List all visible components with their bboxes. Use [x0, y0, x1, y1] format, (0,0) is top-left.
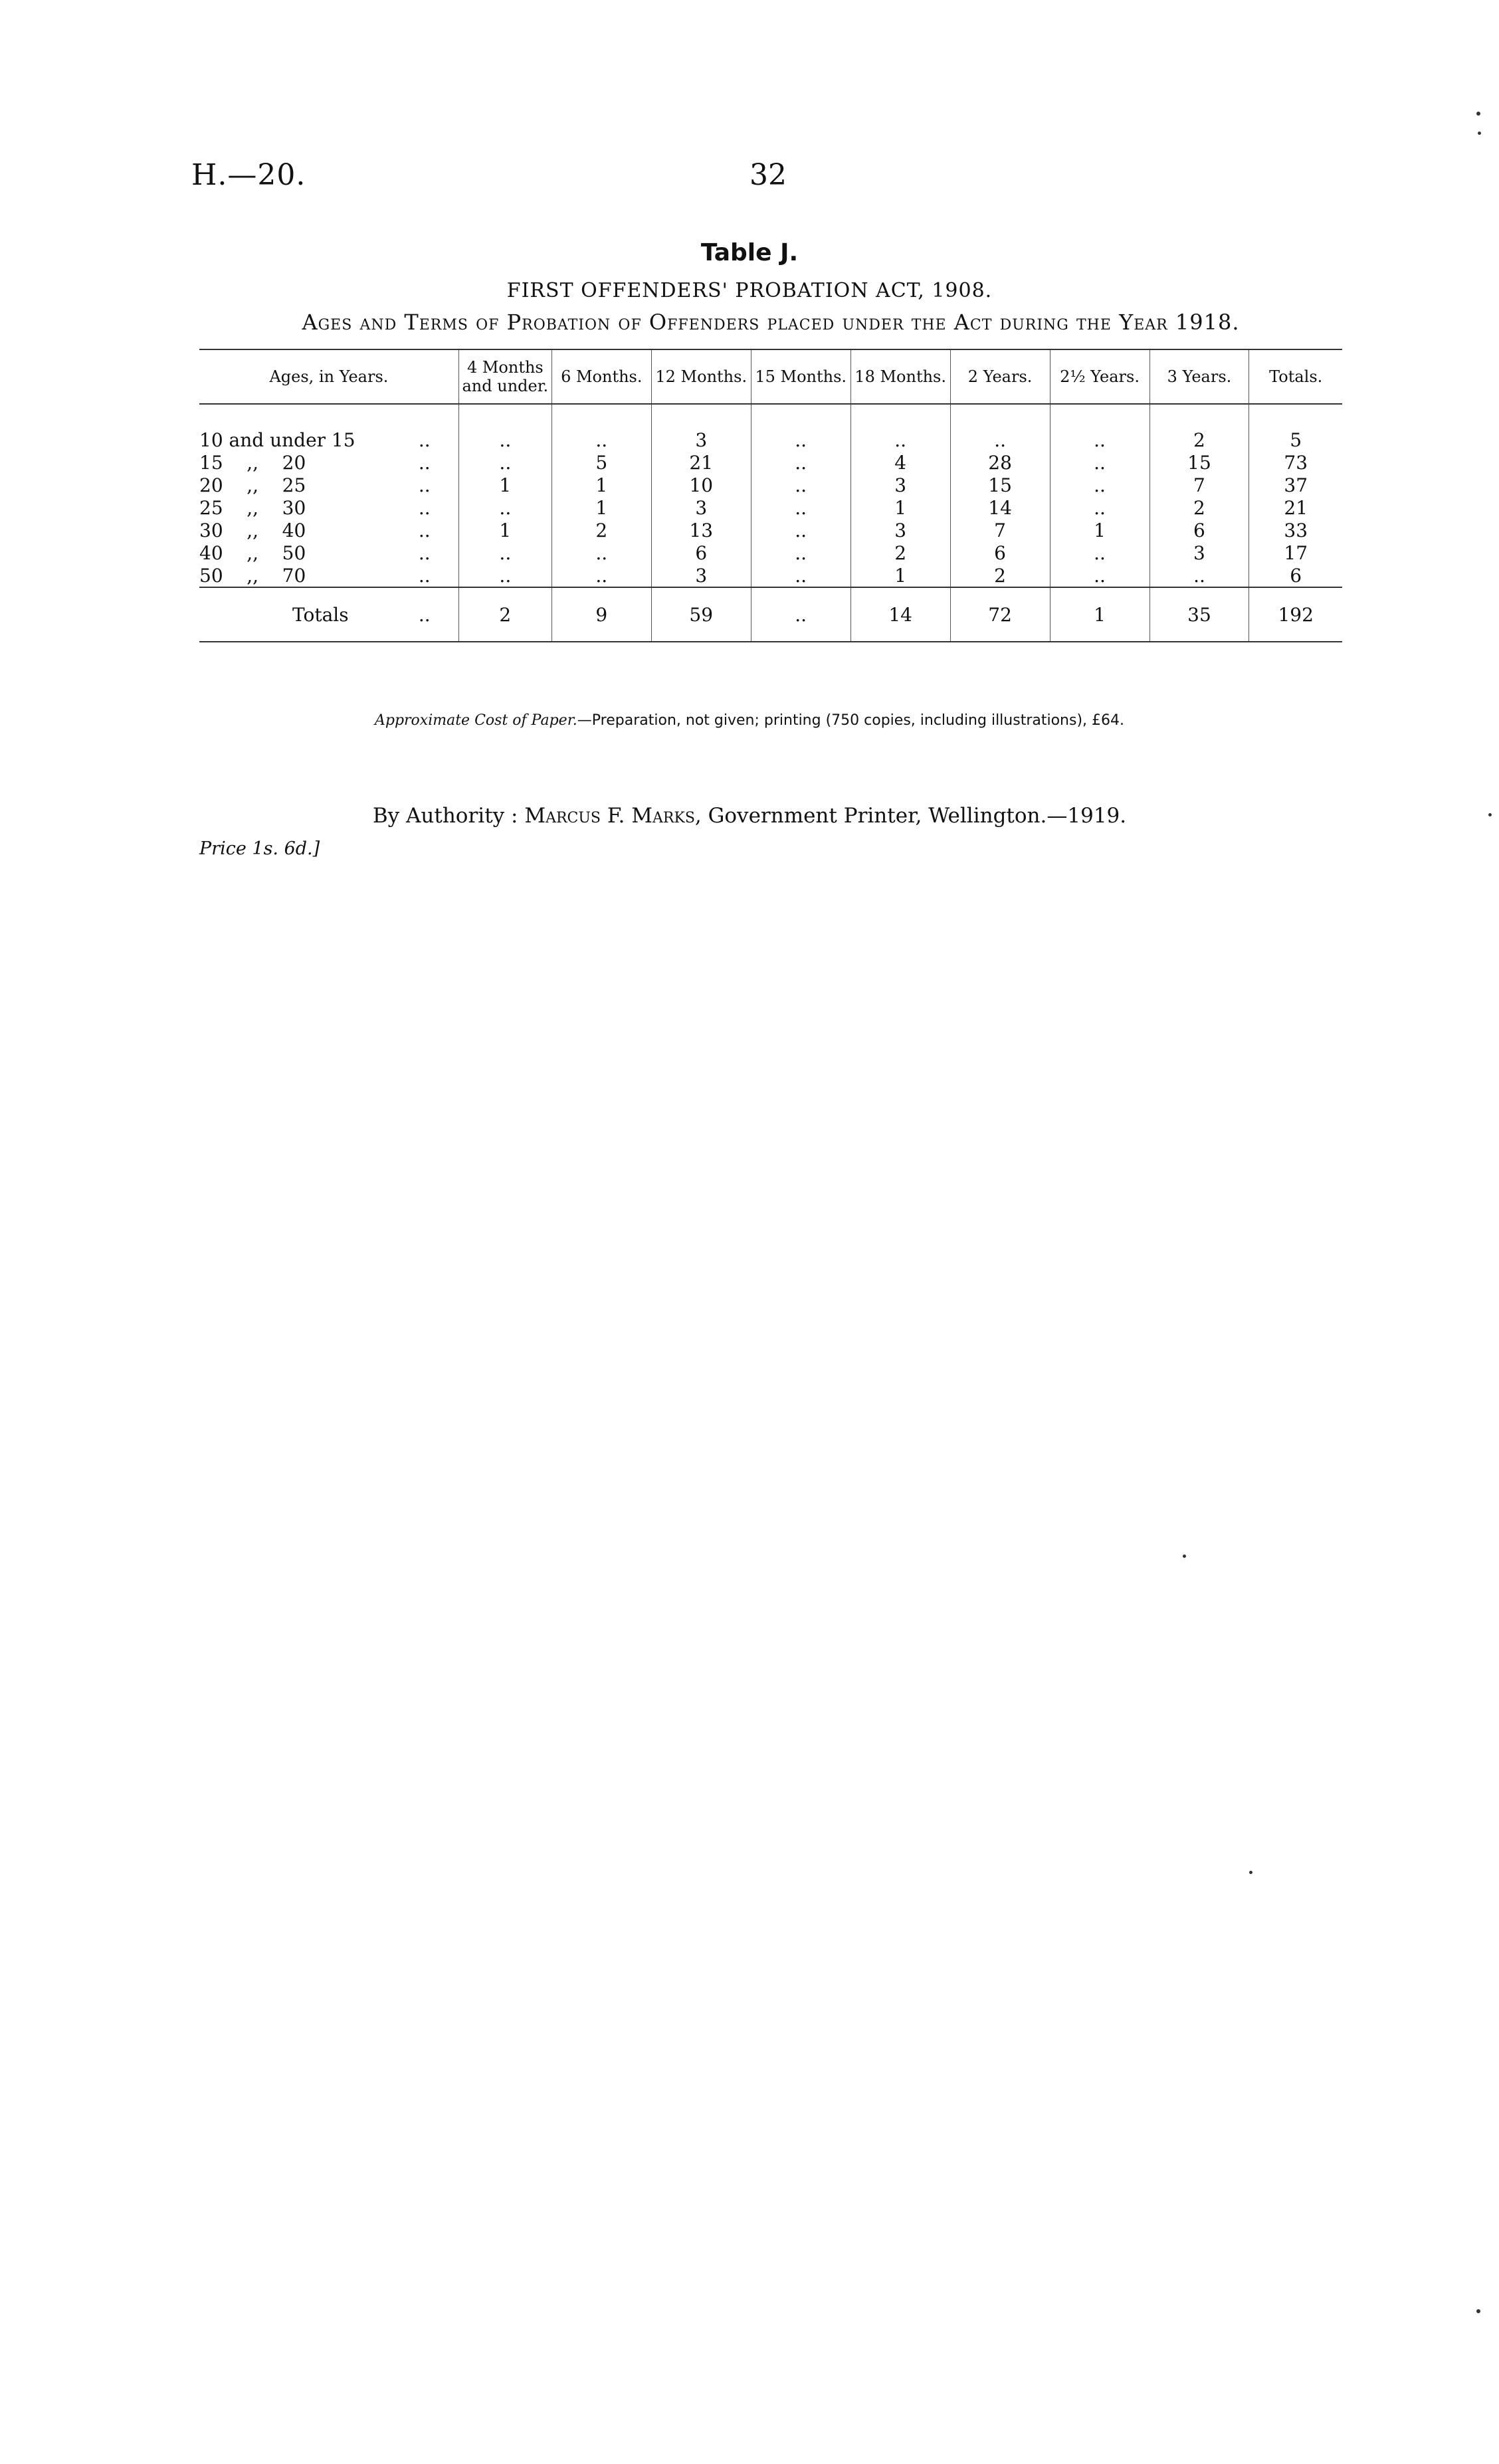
scan-speck: [1476, 2309, 1480, 2313]
header-2-5-years: 2½ Years.: [1050, 349, 1149, 404]
value-cell: 1: [458, 474, 551, 496]
value-cell: 3: [651, 404, 751, 451]
value-cell: ..: [1050, 541, 1149, 564]
leader-dots: ..: [419, 587, 458, 642]
page-number: 32: [750, 158, 787, 192]
header-12-months: 12 Months.: [651, 349, 751, 404]
age-range-cell: 15 ,, 20: [199, 451, 306, 474]
age-range-cell: 50 ,, 70: [199, 564, 306, 587]
table-row: [199, 541, 1342, 564]
value-cell: 21: [1249, 496, 1342, 519]
total-value-cell: 72: [950, 587, 1050, 642]
value-cell: 3: [850, 474, 950, 496]
authority-prefix: By Authority :: [372, 804, 518, 828]
header-totals: Totals.: [1249, 349, 1342, 404]
value-cell: 13: [651, 519, 751, 541]
scan-speck: [1478, 132, 1481, 135]
value-cell: 28: [950, 451, 1050, 474]
value-cell: 2: [1149, 496, 1249, 519]
value-cell: 73: [1249, 451, 1342, 474]
totals-label: Totals: [199, 587, 419, 642]
cost-note-lead: Approximate Cost of Paper.: [374, 712, 577, 729]
total-value-cell: 192: [1249, 587, 1342, 642]
value-cell: ..: [1050, 474, 1149, 496]
total-value-cell: 1: [1050, 587, 1149, 642]
value-cell: 5: [551, 451, 651, 474]
value-cell: ..: [1050, 404, 1149, 451]
leader-dots: ..: [418, 541, 431, 564]
printer-name: Marcus F. Marks,: [524, 804, 702, 828]
age-range-cell: 30 ,, 40: [199, 519, 306, 541]
value-cell: 2: [950, 564, 1050, 587]
value-cell: ..: [1050, 496, 1149, 519]
value-cell: ..: [458, 564, 551, 587]
leader-dots: ..: [418, 496, 431, 519]
age-range-cell: 40 ,, 50: [199, 541, 306, 564]
total-value-cell: 9: [551, 587, 651, 642]
value-cell: ..: [1149, 564, 1249, 587]
value-cell: 6: [1149, 519, 1249, 541]
header-6-months: 6 Months.: [551, 349, 651, 404]
age-range-cell: 20 ,, 25: [199, 474, 306, 496]
scan-speck: [1488, 813, 1492, 816]
value-cell: 10: [651, 474, 751, 496]
value-cell: ..: [1050, 564, 1149, 587]
value-cell: ..: [458, 541, 551, 564]
header-2-years: 2 Years.: [950, 349, 1050, 404]
total-value-cell: 2: [458, 587, 551, 642]
total-value-cell: ..: [751, 587, 850, 642]
value-cell: 33: [1249, 519, 1342, 541]
total-value-cell: 59: [651, 587, 751, 642]
value-cell: 1: [850, 564, 950, 587]
table-row: [199, 519, 1342, 541]
leader-dots: ..: [418, 428, 431, 451]
header-4-months: 4 Months and under.: [458, 349, 551, 404]
value-cell: 7: [1149, 474, 1249, 496]
authority-line: [0, 804, 1499, 828]
value-cell: ..: [850, 404, 950, 451]
value-cell: 1: [551, 474, 651, 496]
value-cell: ..: [751, 474, 850, 496]
value-cell: ..: [551, 564, 651, 587]
scan-speck: [1476, 112, 1480, 116]
value-cell: 2: [1149, 404, 1249, 451]
value-cell: 3: [651, 496, 751, 519]
leader-dots: ..: [418, 519, 431, 541]
value-cell: 14: [950, 496, 1050, 519]
value-cell: 21: [651, 451, 751, 474]
table-label: Table J.: [700, 239, 799, 266]
value-cell: 17: [1249, 541, 1342, 564]
table-title: Ages and Terms of Probation of Offenders placed under the Act during the Year 1918.: [302, 310, 1240, 335]
value-cell: 6: [651, 541, 751, 564]
table-row: [199, 496, 1342, 519]
total-value-cell: 14: [850, 587, 950, 642]
total-value-cell: 35: [1149, 587, 1249, 642]
value-cell: ..: [551, 404, 651, 451]
authority-suffix: Government Printer, Wellington.—1919.: [708, 804, 1127, 828]
probation-table: [199, 349, 1342, 642]
header-3-years: 3 Years.: [1149, 349, 1249, 404]
value-cell: ..: [751, 496, 850, 519]
value-cell: 1: [458, 519, 551, 541]
value-cell: 1: [1050, 519, 1149, 541]
value-cell: 2: [850, 541, 950, 564]
value-cell: ..: [751, 541, 850, 564]
value-cell: ..: [1050, 451, 1149, 474]
value-cell: 37: [1249, 474, 1342, 496]
value-cell: ..: [458, 404, 551, 451]
header-ages: Ages, in Years.: [199, 349, 458, 404]
act-title: FIRST OFFENDERS' PROBATION ACT, 1908.: [506, 279, 993, 302]
leader-dots: ..: [418, 451, 431, 474]
table-row: [199, 564, 1342, 587]
scan-speck: [1183, 1555, 1186, 1558]
value-cell: 15: [950, 474, 1050, 496]
header-15-months: 15 Months.: [751, 349, 850, 404]
table-row: [199, 474, 1342, 496]
header-18-months: 18 Months.: [850, 349, 950, 404]
cost-note-text: —Preparation, not given; printing (750 copies, including illustrations), £64.: [577, 712, 1125, 729]
cost-note: [0, 712, 1499, 729]
table-row: [199, 404, 1342, 451]
value-cell: ..: [751, 451, 850, 474]
value-cell: 4: [850, 451, 950, 474]
value-cell: ..: [458, 496, 551, 519]
value-cell: ..: [751, 404, 850, 451]
value-cell: 3: [1149, 541, 1249, 564]
value-cell: 1: [850, 496, 950, 519]
value-cell: 6: [950, 541, 1050, 564]
value-cell: 6: [1249, 564, 1342, 587]
value-cell: ..: [751, 564, 850, 587]
table-header-row: [199, 349, 1342, 404]
leader-dots: ..: [418, 564, 431, 587]
value-cell: 3: [651, 564, 751, 587]
leader-dots: ..: [418, 474, 431, 496]
value-cell: ..: [551, 541, 651, 564]
value-cell: 7: [950, 519, 1050, 541]
page-reference: H.—20.: [191, 158, 306, 192]
totals-row: [199, 587, 1342, 642]
value-cell: ..: [751, 519, 850, 541]
value-cell: 5: [1249, 404, 1342, 451]
value-cell: 15: [1149, 451, 1249, 474]
value-cell: 1: [551, 496, 651, 519]
age-range-cell: 10 and under 15: [199, 428, 355, 451]
value-cell: ..: [458, 451, 551, 474]
scan-speck: [1249, 1871, 1252, 1874]
value-cell: ..: [950, 404, 1050, 451]
price: Price 1s. 6d.]: [199, 838, 320, 859]
age-range-cell: 25 ,, 30: [199, 496, 306, 519]
value-cell: 3: [850, 519, 950, 541]
table-row: [199, 451, 1342, 474]
value-cell: 2: [551, 519, 651, 541]
